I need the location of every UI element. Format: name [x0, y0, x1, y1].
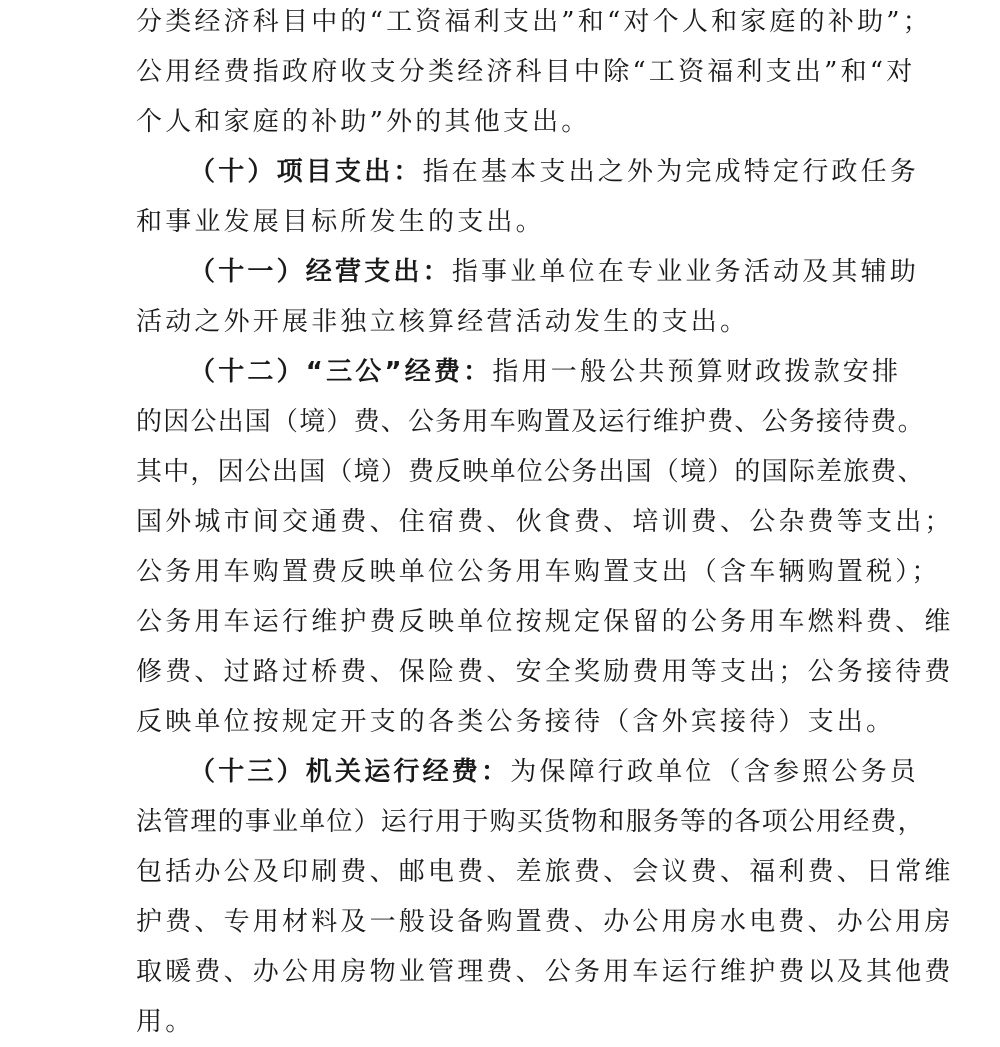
- line-text: 个人和家庭的补助”外的其他支出。: [136, 107, 591, 137]
- line-text: 分类经济科目中的“工资福利支出”和“对个人和家庭的补助”；: [136, 7, 932, 37]
- line-text: 其中，因公出国（境）费反映单位公务出国（境）的国际差旅费、: [136, 457, 925, 487]
- paragraph-line: [136, 697, 1000, 747]
- paragraph-line: [136, 447, 1000, 497]
- section-heading: （十一）经营支出：: [189, 257, 452, 287]
- paragraph-line: [136, 47, 1000, 97]
- paragraph-line: [189, 147, 1000, 197]
- paragraph-line: [136, 497, 1000, 547]
- line-text: 指事业单位在专业业务活动及其辅助: [451, 257, 920, 287]
- line-text: 护费、专用材料及一般设备购置费、办公用房水电费、办公用房: [136, 907, 954, 937]
- paragraph-line: [136, 997, 1000, 1047]
- paragraph-line: [136, 947, 1000, 997]
- line-text: 活动之外开展非独立核算经营活动发生的支出。: [136, 307, 750, 337]
- paragraph-line: [136, 547, 1000, 597]
- paragraph-line: [189, 247, 1000, 297]
- paragraph-line: [136, 197, 1000, 247]
- line-text: 取暖费、办公用房物业管理费、公务用车运行维护费以及其他费: [136, 957, 954, 987]
- section-heading: （十三）机关运行经费：: [189, 757, 511, 787]
- line-text: 的因公出国（境）费、公务用车购置及运行维护费、公务接待费。: [136, 407, 925, 437]
- line-text: 反映单位按规定开支的各类公务接待（含外宾接待）支出。: [136, 707, 896, 737]
- line-text: 国外城市间交通费、住宿费、伙食费、培训费、公杂费等支出；: [136, 507, 954, 537]
- line-text: 用。: [136, 1007, 195, 1037]
- section-heading: （十二）“三公”经费：: [189, 357, 493, 387]
- paragraph-line: [189, 347, 1000, 397]
- line-text: 公用经费指政府收支分类经济科目中除“工资福利支出”和“对: [136, 57, 916, 87]
- line-text: 修费、过路过桥费、保险费、安全奖励费用等支出；公务接待费: [136, 657, 954, 687]
- section-heading: （十）项目支出：: [189, 157, 423, 187]
- paragraph-line: [136, 297, 1000, 347]
- line-text: 包括办公及印刷费、邮电费、差旅费、会议费、福利费、日常维: [136, 857, 954, 887]
- paragraph-line: [136, 597, 1000, 647]
- paragraph-line: [136, 397, 1000, 447]
- paragraph-line: [189, 747, 1000, 797]
- line-text: 为保障行政单位（含参照公务员: [510, 757, 920, 787]
- line-text: 和事业发展目标所发生的支出。: [136, 207, 545, 237]
- paragraph-line: [136, 797, 1000, 847]
- paragraph-line: [136, 847, 1000, 897]
- line-text: 公务用车购置费反映单位公务用车购置支出（含车辆购置税）；: [136, 557, 941, 587]
- paragraph-line: [136, 647, 1000, 697]
- paragraph-line: [136, 897, 1000, 947]
- line-text: 指在基本支出之外为完成特定行政任务: [422, 157, 920, 187]
- line-text: 法管理的事业单位）运行用于购买货物和服务等的各项公用经费，: [136, 807, 925, 837]
- line-text: 指用一般公共预算财政拨款安排: [492, 357, 902, 387]
- paragraph-line: [136, 97, 1000, 147]
- paragraph-line: [136, 0, 1000, 47]
- line-text: 公务用车运行维护费反映单位按规定保留的公务用车燃料费、维: [136, 607, 954, 637]
